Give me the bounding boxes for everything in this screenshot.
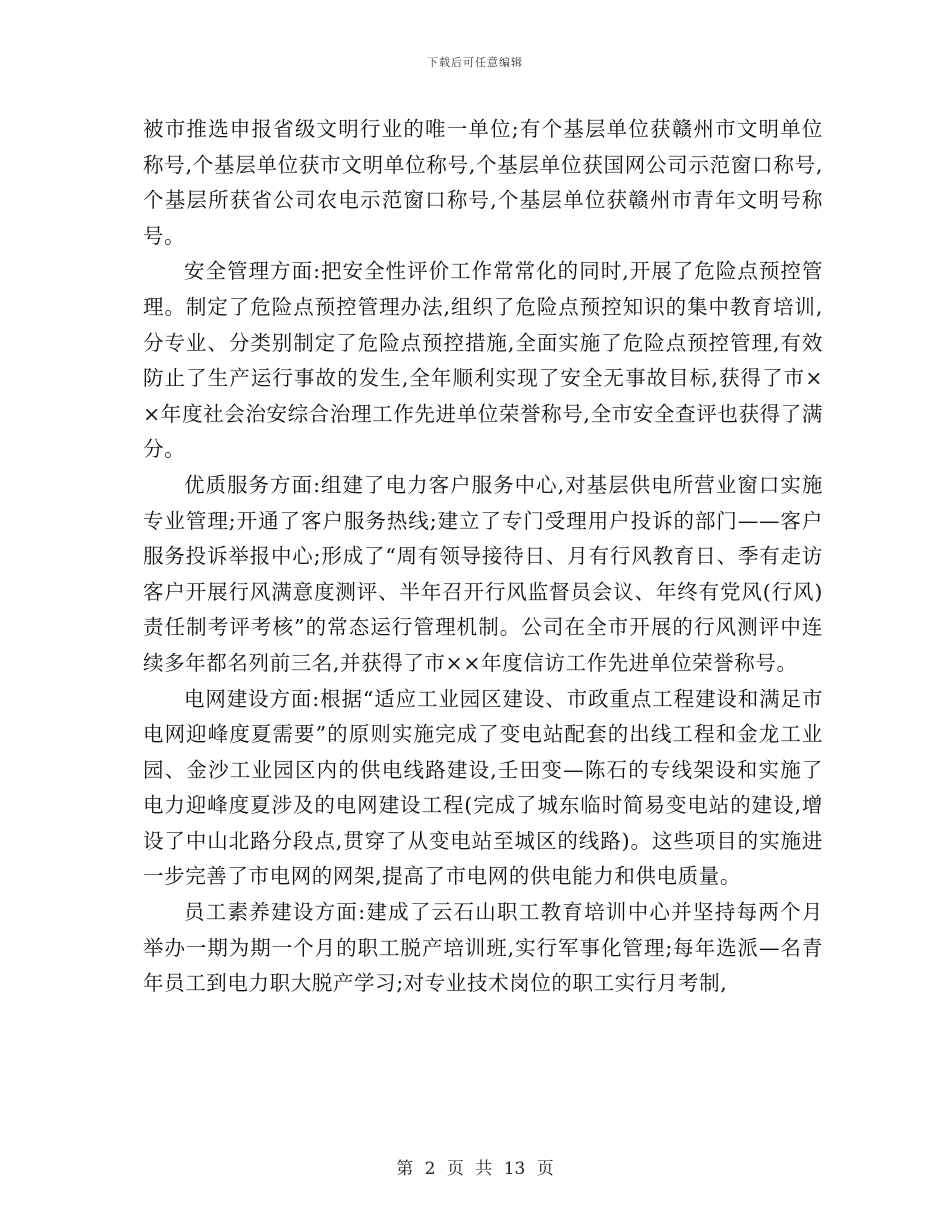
- paragraph-continuation: 被市推选申报省级文明行业的唯一单位;有个基层单位获赣州市文明单位称号,个基层单位获市文明单位称号,个基层单位获国网公司示范窗口称号,个基层所获省公司农电示范窗口称号,个基层单位获赣州市青年文明号称号。: [143, 117, 823, 248]
- paragraph-grid-construction: 电网建设方面:根据“适应工业园区建设、市政重点工程建设和满足市电网迎峰度夏需要”的原则实施完成了变电站配套的出线工程和金龙工业园、金沙工业园区内的供电线路建设,壬田变—陈石的专线架设和实施了电力迎峰度夏涉及的电网建设工程(完成了城东临时简易变电站的建设,增设了中山北路分段点,贯穿了从变电站至城区的线路)。这些项目的实施进一步完善了市电网的网架,提高了市电网的供电能力和供电质量。: [143, 686, 823, 889]
- page-header: 下载后可任意编辑: [427, 56, 523, 69]
- document-body: [143, 112, 823, 1002]
- paragraph-staff-development: 员工素养建设方面:建成了云石山职工教育培训中心并坚持每两个月举办一期为期一个月的职工脱产培训班,实行军事化管理;每年选派—名青年员工到电力职大脱产学习;对专业技术岗位的职工实行月考制,: [143, 900, 823, 996]
- page-number: 第 2 页 共 13 页: [396, 1159, 554, 1179]
- paragraph-safety-management: 安全管理方面:把安全性评价工作常常化的同时,开展了危险点预控管理。制定了危险点预控管理办法,组织了危险点预控知识的集中教育培训,分专业、分类别制定了危险点预控措施,全面实施了危险点预控管理,有效防止了生产运行事故的发生,全年顺利实现了安全无事故目标,获得了市××年度社会治安综合治理工作先进单位荣誉称号,全市安全查评也获得了满分。: [143, 259, 823, 462]
- paragraph-quality-service: 优质服务方面:组建了电力客户服务中心,对基层供电所营业窗口实施专业管理;开通了客户服务热线;建立了专门受理用户投诉的部门——客户服务投诉举报中心;形成了“周有领导接待日、月有行风教育日、季有走访客户开展行风满意度测评、半年召开行风监督员会议、年终有党风(行风)责任制考评考核”的常态运行管理机制。公司在全市开展的行风测评中连续多年都名列前三名,并获得了市××年度信访工作先进单位荣誉称号。: [143, 472, 823, 675]
